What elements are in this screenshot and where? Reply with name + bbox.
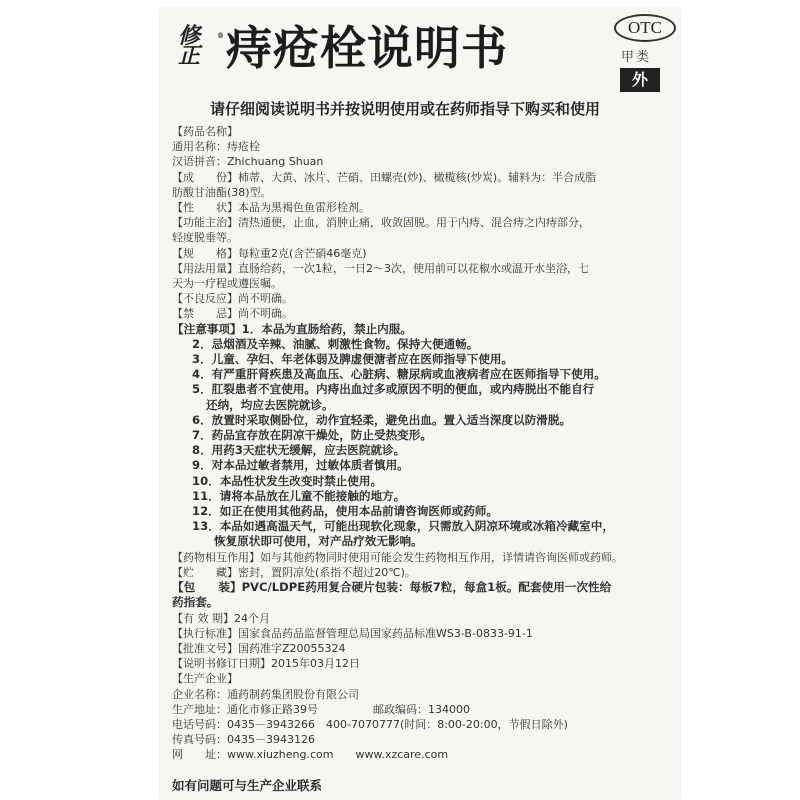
brand-logo bbox=[178, 23, 224, 70]
leaflet-body bbox=[172, 124, 672, 763]
manufacturer-header: 【生产企业】 bbox=[172, 672, 238, 686]
category-label: 甲类 bbox=[621, 50, 652, 65]
caution-13a: 13．本品如遇高温天气，可能出现软化现象，只需放入阴凉环境或冰箱冷藏室中， bbox=[192, 519, 614, 534]
caution-12: 12．如正在使用其他药品，使用本品前请咨询医师或药师。 bbox=[192, 504, 498, 519]
revision-date: 【说明书修订日期】2015年03月12日 bbox=[172, 657, 360, 671]
standard: 【执行标准】国家食品药品监督管理总局国家药品标准WS3-B-0833-91-1 bbox=[172, 626, 533, 640]
page-title: 痔疮栓说明书 bbox=[226, 21, 508, 75]
cautions-block bbox=[172, 322, 672, 550]
website: 网 址：www.xiuzheng.com www.xzcare.com bbox=[172, 748, 449, 762]
caution-5b: 还纳，均应去医院就诊。 bbox=[206, 397, 334, 412]
usage-notice: 请仔细阅读说明书并按说明使用或在药师指导下购买和使用 bbox=[210, 100, 601, 118]
drug-name-header: 【药品名称】 bbox=[172, 125, 238, 138]
function-line-2: 轻度脱垂等。 bbox=[172, 231, 238, 245]
caution-2: 2．忌烟酒及辛辣、油腻、刺激性食物。保持大便通畅。 bbox=[192, 336, 479, 351]
specification: 【规 格】每粒重2克(含芒硝46毫克) bbox=[172, 246, 367, 260]
package-line-2: 药指套。 bbox=[172, 595, 219, 610]
caution-4: 4．有严重肝肾疾患及高血压、心脏病、糖尿病或血液病者应在医师指导下使用。 bbox=[192, 367, 606, 382]
registered-mark: ® bbox=[217, 31, 224, 40]
caution-10: 10．本品性状发生改变时禁止使用。 bbox=[192, 473, 383, 488]
caution-13b: 恢复原状即可使用，对产品疗效无影响。 bbox=[214, 534, 423, 549]
drug-interactions: 【药物相互作用】如与其他药物同时使用可能会发生药物相互作用，详情请咨询医师或药师。 bbox=[172, 550, 623, 564]
caution-9: 9．对本品过敏者禁用，过敏体质者慎用。 bbox=[192, 458, 409, 473]
caution-5a: 5．肛裂患者不宜使用。内痔出血过多或原因不明的便血，或内痔脱出不能自行 bbox=[192, 382, 595, 397]
usage-line-2: 天为一疗程或遵医嘱。 bbox=[172, 277, 282, 291]
ingredients-line-2: 肪酸甘油酯(38)型。 bbox=[172, 185, 272, 199]
otc-badge: OTC bbox=[614, 14, 676, 42]
caution-7: 7．药品宜存放在阴凉干燥处，防止受热变形。 bbox=[192, 428, 432, 443]
pinyin-name: 汉语拼音：Zhichuang Shuan bbox=[172, 155, 324, 169]
adverse-reactions: 【不良反应】尚不明确。 bbox=[172, 292, 293, 306]
caution-8: 8．用药3天症状无缓解，应去医院就诊。 bbox=[192, 443, 406, 458]
appearance: 【性 状】本品为黑褐色鱼雷形栓剂。 bbox=[172, 201, 370, 215]
phone-number: 电话号码：0435－3943266 400-7070777(时间：8:00-20:00，节假日除外) bbox=[172, 717, 568, 731]
fax-number: 传真号码：0435－3943126 bbox=[172, 733, 315, 747]
package-line-1: 【包 装】PVC/LDPE药用复合硬片包装：每板7粒，每盒1板。配套使用一次性给 bbox=[172, 580, 612, 595]
company-name: 企业名称：通药制药集团股份有限公司 bbox=[172, 687, 359, 701]
ingredients-line-1: 【成 份】柿蒂、大黄、冰片、芒硝、田螺壳(炒)、橄榄核(炒炭)。辅料为：半合成脂 bbox=[172, 170, 597, 184]
contact-note: 如有问题可与生产企业联系 bbox=[172, 778, 323, 793]
production-address: 生产地址：通化市修正路39号 bbox=[172, 702, 318, 716]
external-use-badge: 外 bbox=[620, 68, 660, 92]
function-line-1: 【功能主治】清热通便，止血，消肿止痛，收敛固脱。用于内痔、混合痔之内痔部分， bbox=[172, 216, 590, 230]
storage: 【贮 藏】密封，置阴凉处(系指不超过20℃)。 bbox=[172, 565, 416, 579]
caution-1: 【注意事项】1．本品为直肠给药，禁止内服。 bbox=[172, 321, 412, 336]
common-name: 通用名称：痔疮栓 bbox=[172, 140, 260, 154]
approval-number: 【批准文号】国药准字Z20055324 bbox=[172, 641, 346, 655]
postcode: 邮政编码：134000 bbox=[373, 702, 470, 716]
usage-line-1: 【用法用量】直肠给药，一次1粒，一日2～3次，使用前可以花椒水或温开水坐浴，七 bbox=[172, 261, 589, 275]
logo-text: 修正 bbox=[178, 23, 201, 69]
validity: 【有 效 期】24个月 bbox=[172, 611, 270, 625]
caution-6: 6．放置时采取侧卧位，动作宜轻柔，避免出血。置入适当深度以防滑脱。 bbox=[192, 412, 572, 427]
contraindications: 【禁 忌】尚不明确。 bbox=[172, 307, 293, 321]
caution-11: 11．请将本品放在儿童不能接触的地方。 bbox=[192, 488, 406, 503]
caution-3: 3．儿童、孕妇、年老体弱及脾虚便溏者应在医师指导下使用。 bbox=[192, 352, 514, 367]
address-row bbox=[172, 702, 672, 717]
